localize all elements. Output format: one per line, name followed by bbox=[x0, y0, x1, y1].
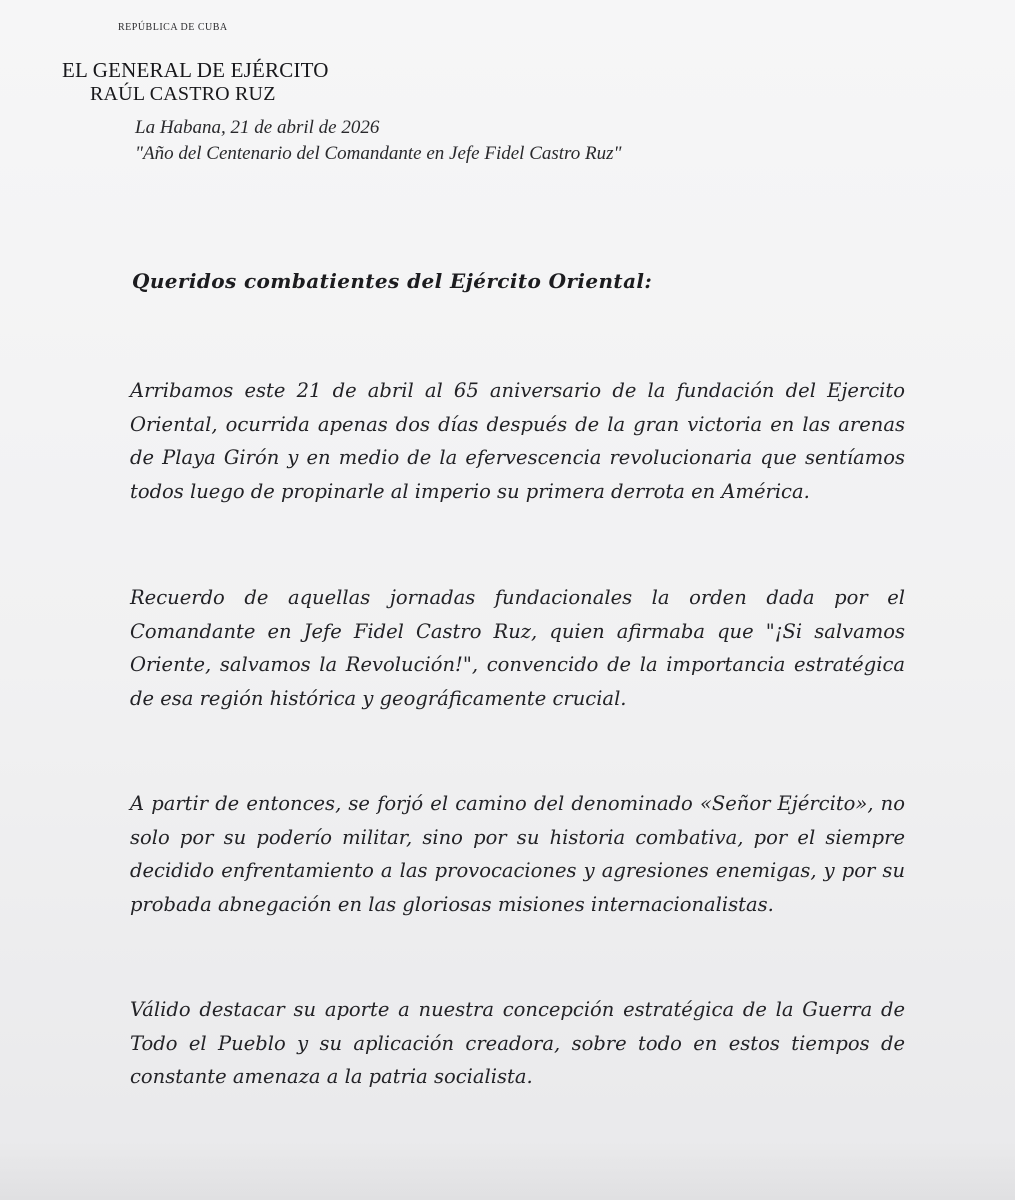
body-paragraph-2: Recuerdo de aquellas jornadas fundacionales la orden dada por el Comandante en Jefe Fidel Castro Ruz, quien afirmaba que "¡Si salvamos Oriente, salvamos la Revolución!", convencido de la importancia estratégica de esa región histórica y geográficamente crucial. bbox=[130, 586, 905, 710]
place-date: La Habana, 21 de abril de 2026 bbox=[135, 117, 380, 138]
body-paragraph-4: Válido destacar su aporte a nuestra concepción estratégica de la Guerra de Todo el Pueblo y su aplicación creadora, sobre todo en estos tiempos de constante amenaza a la patria socialista. bbox=[130, 998, 905, 1088]
body-paragraph-1: Arribamos este 21 de abril al 65 aniversario de la fundación del Ejercito Oriental, ocurrida apenas dos días después de la gran victoria en las arenas de Playa Girón y en medio de la efervescencia revolucionaria que sentíamos todos luego de propinarle al imperio su primera derrota en América. bbox=[130, 379, 905, 503]
letterhead-title: EL GENERAL DE EJÉRCITO bbox=[62, 58, 329, 82]
letterhead-name: RAÚL CASTRO RUZ bbox=[90, 83, 276, 105]
salutation: Queridos combatientes del Ejército Oriental: bbox=[132, 269, 653, 293]
body-paragraph-3: A partir de entonces, se forjó el camino del denominado «Señor Ejército», no solo por su poderío militar, sino por su historia combativa, por el siempre decidido enfrentamiento a las provocaciones y agresiones enemigas, y por su probada abnegación en las gloriosas misiones internacionalistas. bbox=[130, 792, 905, 916]
letterhead-country: REPÚBLICA DE CUBA bbox=[118, 22, 228, 33]
year-motto: "Año del Centenario del Comandante en Jefe Fidel Castro Ruz" bbox=[135, 143, 622, 164]
